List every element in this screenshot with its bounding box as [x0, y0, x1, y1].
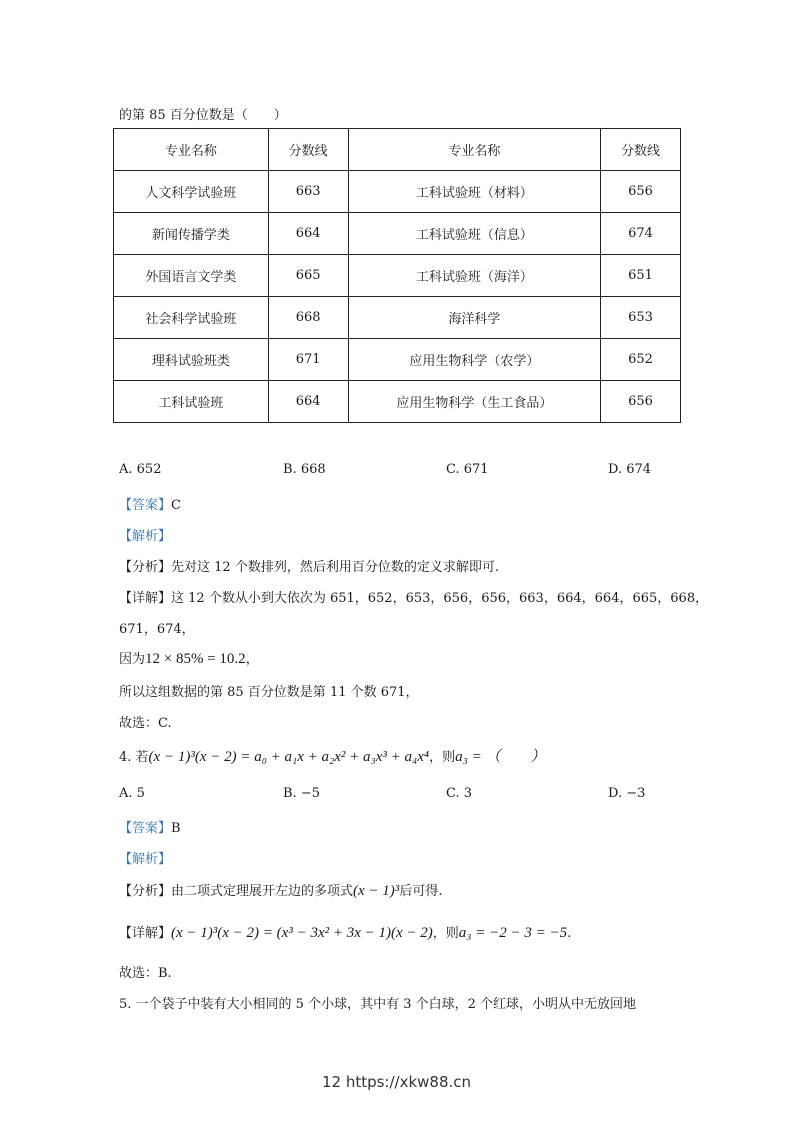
q4-prefix: 4. 若 [119, 750, 149, 765]
table-cell: 工科试验班（海洋） [348, 255, 601, 297]
fenxi-tag: 【分析】 [119, 884, 172, 899]
table-cell: 652 [601, 339, 681, 381]
because-prefix: 因为 [119, 652, 146, 667]
table-row [114, 297, 681, 339]
table-cell: 668 [268, 297, 348, 339]
q4-suffix: ，则 [429, 750, 456, 765]
table-row [114, 255, 681, 297]
detail-math: (x − 1)³(x − 2) = (x³ − 3x² + 3x − 1)(x − 2) [171, 925, 433, 941]
page-footer: 12 https://xkw88.cn [321, 1073, 472, 1091]
option-a: A. 652 [119, 462, 162, 477]
option-b: B. −5 [283, 786, 320, 801]
table-header: 专业名称 [348, 129, 601, 171]
table-row [114, 339, 681, 381]
detail-line [119, 922, 571, 942]
fenxi-suffix: 后可得. [399, 884, 443, 899]
table-cell: 工科试验班（材料） [348, 171, 601, 213]
detail-math-2: a₃ = −2 − 3 = −5 [458, 925, 568, 941]
table-cell: 人文科学试验班 [114, 171, 269, 213]
option-d: D. −3 [608, 786, 646, 801]
table-row [114, 213, 681, 255]
q4-stem [119, 745, 545, 766]
table-cell: 665 [268, 255, 348, 297]
table-header-row [114, 129, 681, 171]
table-cell: 工科试验班 [114, 381, 269, 423]
table-cell: 新闻传播学类 [114, 213, 269, 255]
answer-value: C [171, 498, 181, 513]
fenxi-math: (x − 1)³ [353, 883, 400, 899]
fenxi-line [119, 556, 499, 575]
table-cell: 664 [268, 381, 348, 423]
option-c: C. 671 [446, 462, 489, 477]
answer-tag: 【答案】 [119, 821, 172, 836]
option-d: D. 674 [608, 462, 652, 477]
table-cell: 653 [601, 297, 681, 339]
q4-math: (x − 1)³(x − 2) = a₀ + a₁x + a₂x² + a₃x³ + a₄x⁴ [148, 749, 430, 765]
choose-line: 故选：C. [119, 716, 172, 731]
table-cell: 664 [268, 213, 348, 255]
table-cell: 674 [601, 213, 681, 255]
answer-value: B [171, 821, 181, 836]
fenxi-text: 先对这 12 个数排列，然后利用百分位数的定义求解即可. [171, 560, 499, 575]
table-header: 专业名称 [114, 129, 269, 171]
table-cell: 663 [268, 171, 348, 213]
table-header: 分数线 [601, 129, 681, 171]
option-a: A. 5 [119, 786, 145, 801]
table-cell: 651 [601, 255, 681, 297]
option-b: B. 668 [283, 462, 326, 477]
detail-tag: 【详解】 [119, 926, 172, 941]
table-cell: 656 [601, 171, 681, 213]
q5-stem: 5. 一个袋子中装有大小相同的 5 个小球，其中有 3 个白球，2 个红球，小明从中无放回地 [119, 997, 637, 1012]
table-cell: 外国语言文学类 [114, 255, 269, 297]
fenxi-tag: 【分析】 [119, 560, 172, 575]
because-math: 12 × 85% = 10.2 [145, 651, 246, 667]
fenxi-prefix: 由二项式定理展开左边的多项式 [171, 884, 354, 899]
detail-line-2: 671，674， [119, 622, 195, 637]
question-intro: 的第 85 百分位数是（ ） [119, 108, 287, 123]
so-line: 所以这组数据的第 85 百分位数是第 11 个数 671， [119, 685, 419, 700]
analysis-tag: 【解析】 [119, 852, 172, 867]
detail-line [119, 587, 708, 606]
detail-end: . [567, 926, 572, 941]
answer-tag: 【答案】 [119, 498, 172, 513]
analysis-tag: 【解析】 [119, 529, 172, 544]
table-cell: 理科试验班类 [114, 339, 269, 381]
table-cell: 应用生物科学（农学） [348, 339, 601, 381]
answer-line [119, 817, 181, 836]
table-cell: 社会科学试验班 [114, 297, 269, 339]
table-cell: 工科试验班（信息） [348, 213, 601, 255]
answer-line [119, 494, 181, 513]
table-cell: 海洋科学 [348, 297, 601, 339]
table-row [114, 171, 681, 213]
detail-mid: ，则 [432, 926, 459, 941]
table-cell: 656 [601, 381, 681, 423]
table-header: 分数线 [268, 129, 348, 171]
table-cell: 671 [268, 339, 348, 381]
because-suffix: ， [245, 652, 259, 667]
q4-ask: a₃ = （ ） [455, 749, 546, 765]
table-cell: 应用生物科学（生工食品） [348, 381, 601, 423]
table-row [114, 381, 681, 423]
fenxi-line [119, 880, 442, 900]
detail-text: 这 12 个数从小到大依次为 651，652，653，656，656，663，664，664，665，668， [171, 591, 709, 606]
option-c: C. 3 [446, 786, 473, 801]
score-table [113, 128, 681, 423]
because-line [119, 648, 259, 668]
choose-line: 故选：B. [119, 966, 172, 981]
detail-tag: 【详解】 [119, 591, 172, 606]
